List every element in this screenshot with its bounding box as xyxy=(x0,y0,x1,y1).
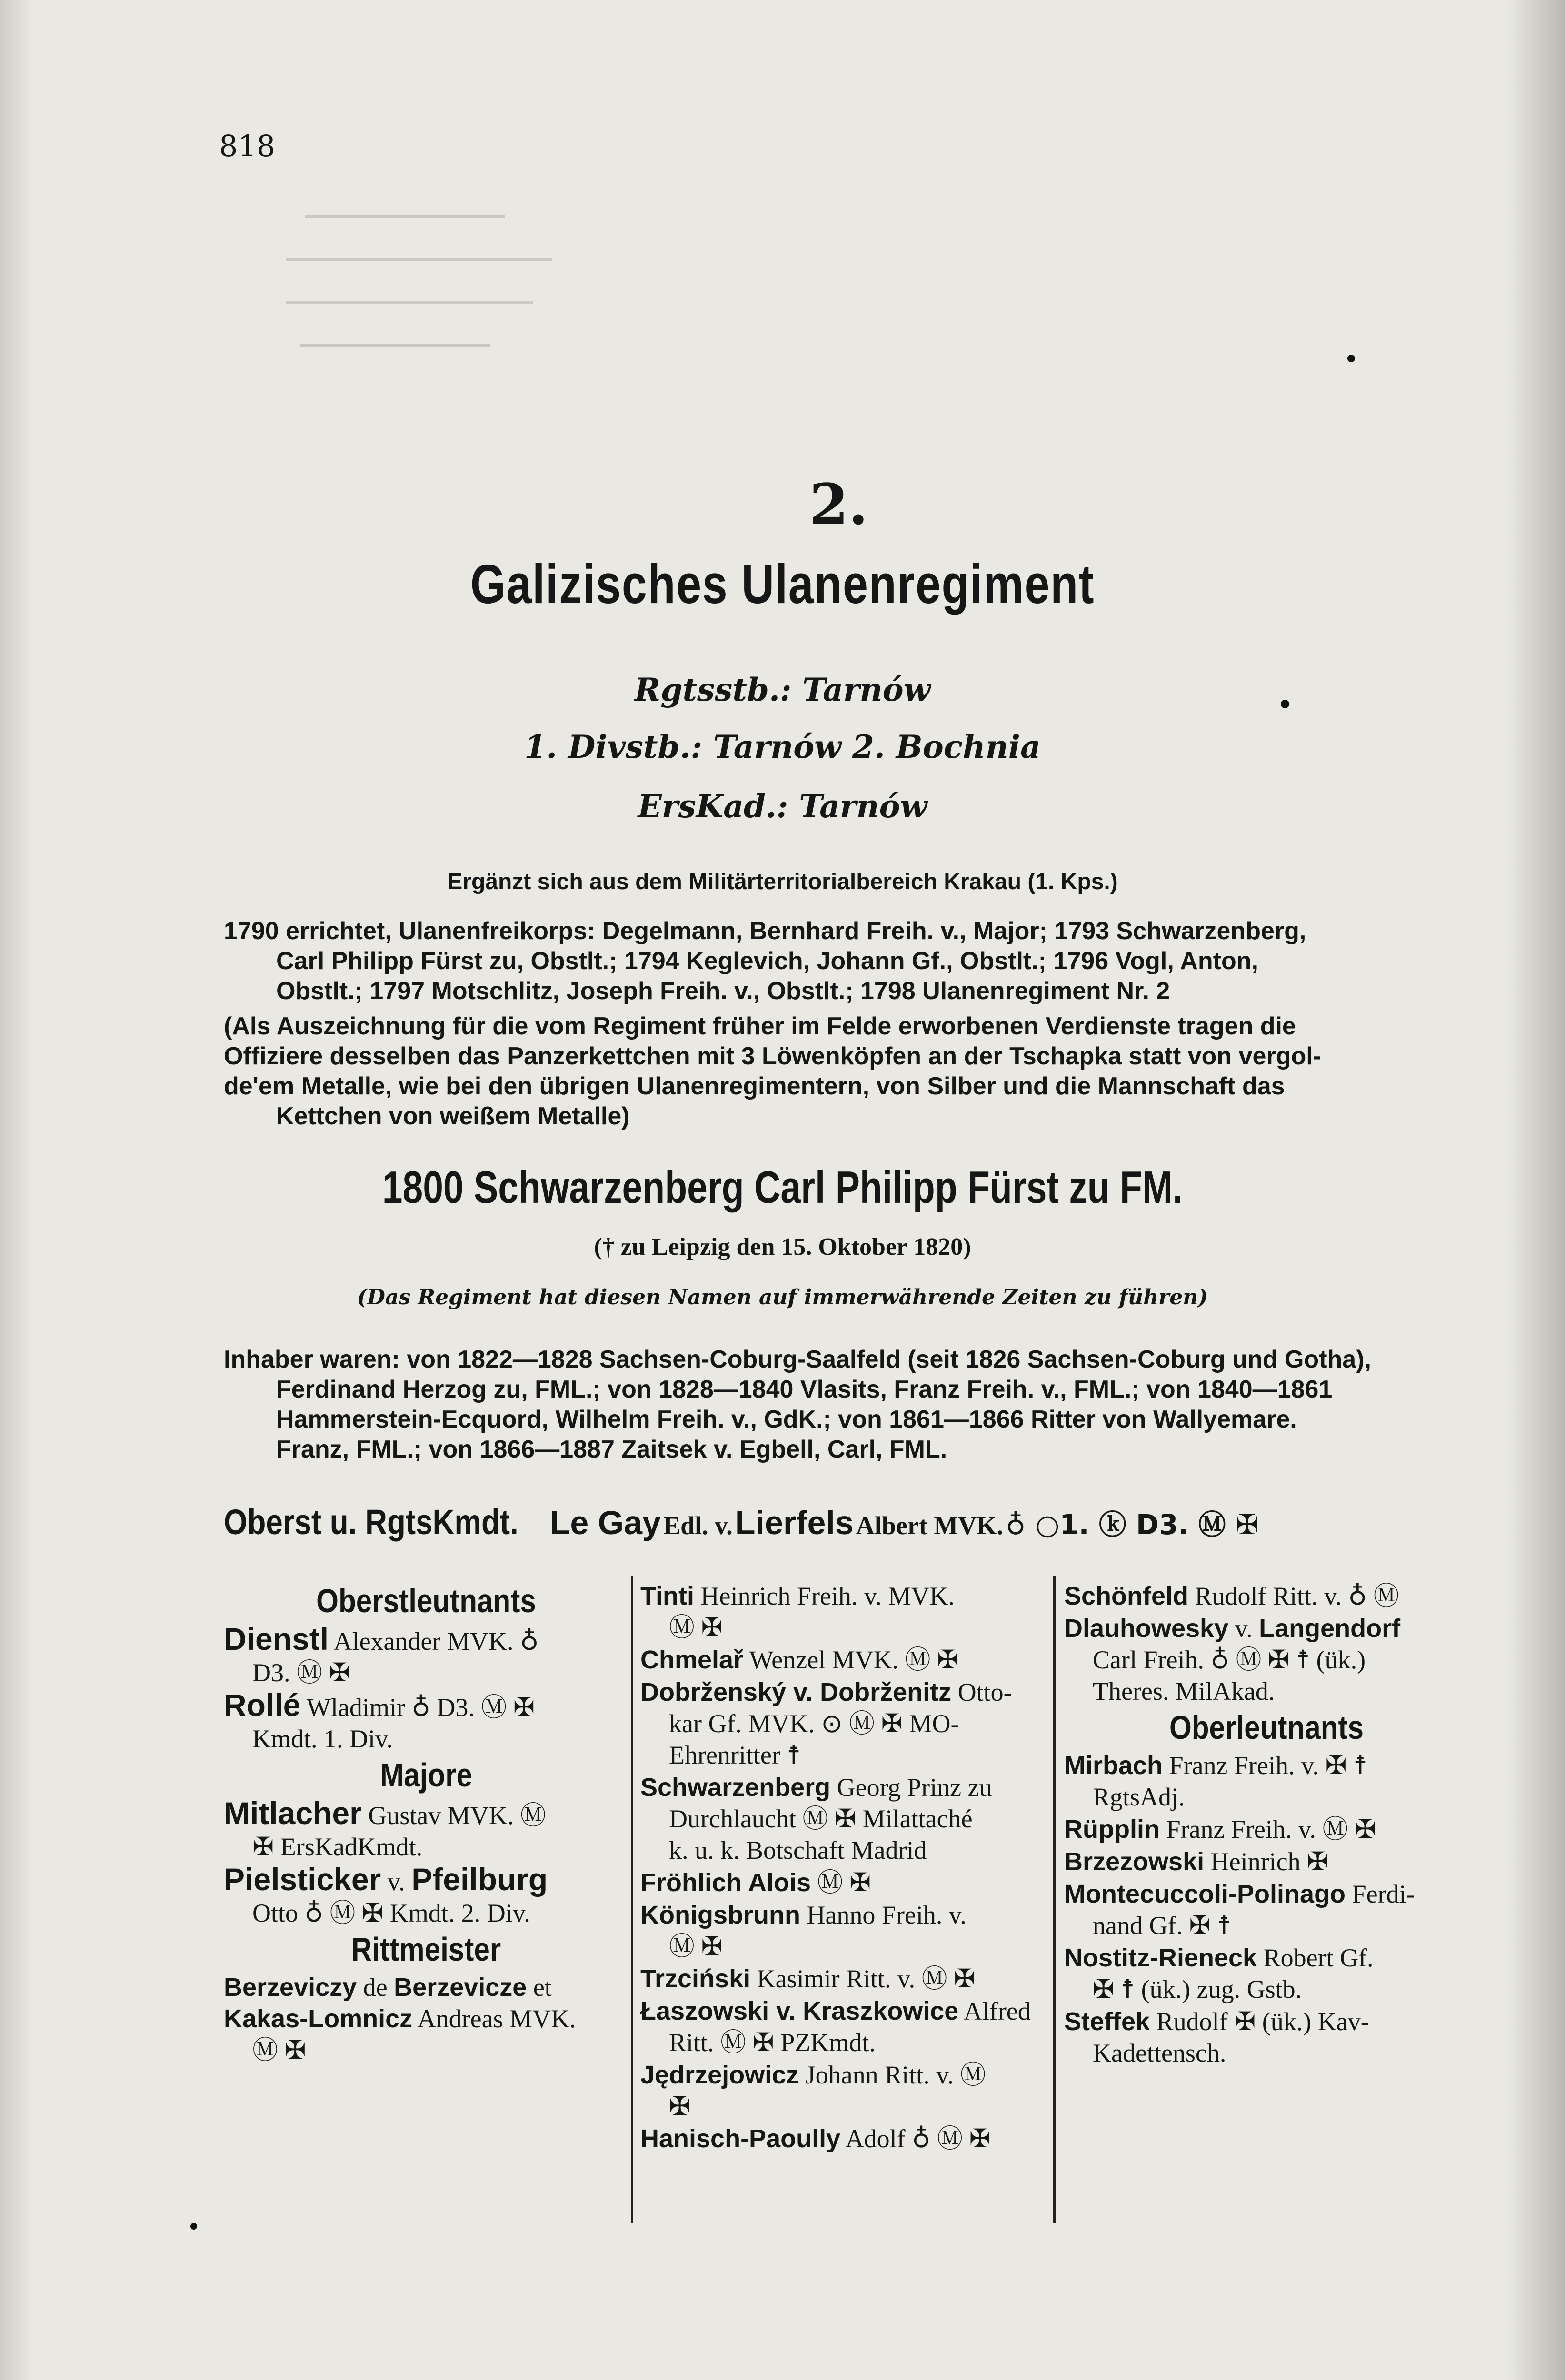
officer-entry xyxy=(640,2123,1050,2154)
rank-heading: Oberstleutnants xyxy=(316,1582,536,1619)
officer-name: Schönfeld xyxy=(1064,1582,1189,1610)
officer-name-2: Langendorf xyxy=(1259,1614,1401,1643)
commander-rest: Albert MVK. xyxy=(856,1511,1003,1540)
column-divider xyxy=(631,1576,633,2223)
regiment-title: Galizisches Ulanenregiment xyxy=(470,553,1095,615)
officer-predicate: v. xyxy=(387,1867,405,1896)
officer-details: Otto- xyxy=(957,1678,1012,1706)
officer-details: Heinrich Freih. v. MVK. xyxy=(700,1582,955,1610)
officer-name: Pielsticker xyxy=(224,1862,381,1897)
officer-entry xyxy=(640,1899,1050,1962)
officer-details: Franz Freih. v. Ⓜ ✠ xyxy=(1166,1815,1376,1844)
officer-entry xyxy=(224,1864,628,1929)
officer-name: Łaszowski v. Kraszkowice xyxy=(640,1997,959,2025)
officer-details: Heinrich ✠ xyxy=(1210,1847,1329,1876)
officer-details: Rudolf Ritt. v. ♁ Ⓜ xyxy=(1195,1582,1399,1610)
page-right-edge xyxy=(1508,0,1565,2380)
officer-details: ✠ ErsKadKmdt. xyxy=(252,1833,423,1861)
officer-name: Trzciński xyxy=(640,1964,751,1993)
column-divider xyxy=(1053,1576,1056,2223)
distinction-line: Offiziere desselben das Panzerkettchen mit 3 Löwenköpfen an der Tschapka statt von vergol- xyxy=(224,1042,1321,1070)
officer-details: Kadettensch. xyxy=(1093,2039,1226,2067)
officer-column-1 xyxy=(224,1580,628,2067)
officer-name: Montecuccoli-Polinago xyxy=(1064,1880,1346,1908)
officer-details: Georg Prinz zu xyxy=(837,1773,992,1802)
officer-name: Hanisch-Paoully xyxy=(640,2124,841,2153)
officer-name: Mitlacher xyxy=(224,1795,362,1831)
officer-entry xyxy=(640,1995,1050,2058)
officer-details: Rudolf ✠ (ük.) Kav- xyxy=(1156,2007,1369,2036)
commander-name-2: Lierfels xyxy=(735,1504,854,1541)
officer-entry xyxy=(1064,1846,1469,1877)
patron-name-note: (Das Regiment hat diesen Namen auf immerwährende Zeiten zu führen) xyxy=(357,1285,1208,1309)
officer-details: RgtsAdj. xyxy=(1093,1783,1185,1811)
owners-line: Franz, FML.; von 1866—1887 Zaitsek v. Egbell, Carl, FML. xyxy=(276,1436,947,1463)
officer-entry xyxy=(1064,1878,1469,1941)
officer-details: Ritt. Ⓜ ✠ PZKmdt. xyxy=(669,2028,876,2057)
officer-name-3: Kakas-Lomnicz xyxy=(224,2004,413,2033)
officer-entry xyxy=(224,1689,628,1755)
officer-details: Kmdt. 1. Div. xyxy=(252,1725,393,1753)
patron-death-note: († zu Leipzig den 15. Oktober 1820) xyxy=(594,1233,971,1260)
officer-name: Chmelař xyxy=(640,1646,744,1674)
officer-details: Carl Freih. ♁ Ⓜ ✠ ☨ (ük.) xyxy=(1093,1646,1366,1674)
officer-details: Alexander MVK. ♁ xyxy=(333,1627,539,1656)
officer-entry xyxy=(1064,1750,1469,1813)
officer-name: Königsbrunn xyxy=(640,1901,800,1929)
ink-speck xyxy=(1347,355,1355,362)
division-staff-stations: 1. Divstb.: Tarnów 2. Bochnia xyxy=(524,728,1041,765)
officer-name-2: Berzevicze xyxy=(394,1973,527,2002)
officer-name: Nostitz-Rieneck xyxy=(1064,1944,1257,1972)
officer-name: Tinti xyxy=(640,1582,694,1610)
commander-row xyxy=(224,1502,1462,1542)
replacement-cadre-station: ErsKad.: Tarnów xyxy=(638,788,927,825)
officer-column-3 xyxy=(1064,1580,1469,2070)
officer-entry xyxy=(1064,1814,1469,1845)
officer-predicate: de xyxy=(363,1973,388,2002)
officer-entry xyxy=(640,1580,1050,1643)
officer-details: kar Gf. MVK. ⊙ Ⓜ ✠ MO- xyxy=(669,1709,959,1738)
history-line: Carl Philipp Fürst zu, Obstlt.; 1794 Keglevich, Johann Gf., Obstlt.; 1796 Vogl, Anton, xyxy=(276,947,1258,975)
officer-predicate: v. xyxy=(1235,1614,1253,1643)
officer-details: Wenzel MVK. Ⓜ ✠ xyxy=(749,1646,959,1674)
officer-column-2 xyxy=(640,1580,1050,2155)
officer-details: Ⓜ ✠ xyxy=(817,1868,871,1897)
officer-name: Mirbach xyxy=(1064,1751,1163,1780)
officer-entry xyxy=(640,1867,1050,1898)
supplement-area: Ergänzt sich aus dem Militärterritorialbereich Krakau (1. Kps.) xyxy=(447,869,1118,894)
officer-entry xyxy=(640,1772,1050,1866)
officer-details: Kasimir Ritt. v. Ⓜ ✠ xyxy=(757,1964,976,1993)
distinction-line: (Als Auszeichnung für die vom Regiment früher im Felde erworbenen Verdienste tragen die xyxy=(224,1012,1296,1040)
commander-predicate: Edl. v. xyxy=(663,1511,733,1540)
officer-details: k. u. k. Botschaft Madrid xyxy=(669,1836,927,1864)
regiment-staff-station: Rgtsstb.: Tarnów xyxy=(634,671,931,708)
officer-details: Alfred xyxy=(963,1997,1031,2025)
officer-details: Otto ♁ Ⓜ ✠ Kmdt. 2. Div. xyxy=(252,1899,530,1927)
officer-entry xyxy=(224,1623,628,1688)
regiment-history xyxy=(224,916,1457,1006)
officer-details: Ⓜ ✠ xyxy=(669,1932,723,1961)
officer-entry xyxy=(640,1676,1050,1771)
history-line: Obstlt.; 1797 Motschlitz, Joseph Freih. v., Obstlt.; 1798 Ulanenregiment Nr. 2 xyxy=(276,977,1170,1005)
patron-heading: 1800 Schwarzenberg Carl Philipp Fürst zu FM. xyxy=(382,1162,1183,1213)
rank-heading: Oberleutnants xyxy=(1169,1709,1364,1746)
officer-details: Theres. MilAkad. xyxy=(1093,1677,1275,1706)
officer-entry xyxy=(1064,2006,1469,2069)
officer-entry xyxy=(224,1797,628,1863)
owners-line: Inhaber waren: von 1822—1828 Sachsen-Coburg-Saalfeld (seit 1826 Sachsen-Coburg und Gotha), xyxy=(224,1346,1371,1373)
officer-details: Robert Gf. xyxy=(1263,1944,1374,1972)
officer-details: Gustav MVK. Ⓜ xyxy=(368,1801,546,1830)
distinction-note xyxy=(224,1012,1457,1131)
section-number: 2. xyxy=(809,471,868,537)
owners-line: Ferdinand Herzog zu, FML.; von 1828—1840 Vlasits, Franz Freih. v., FML.; von 1840—1861 xyxy=(276,1376,1333,1403)
distinction-line: Kettchen von weißem Metalle) xyxy=(276,1102,630,1130)
officer-details: Ehrenritter ☨ xyxy=(669,1741,801,1769)
officer-details: Andreas MVK. xyxy=(417,2004,576,2033)
officer-entry xyxy=(640,1963,1050,1994)
officer-name: Berzeviczy xyxy=(224,1973,357,2002)
rank-heading: Majore xyxy=(379,1756,473,1794)
officer-entry xyxy=(224,1972,628,2066)
officer-entry xyxy=(1064,1942,1469,2005)
commander-decorations: ♁ ○1. ⓚ D3. Ⓜ ✠ xyxy=(1005,1508,1259,1541)
officer-entry xyxy=(640,2059,1050,2122)
owners-line: Hammerstein-Ecquord, Wilhelm Freih. v., GdK.; von 1861—1866 Ritter von Wallyemare. xyxy=(276,1406,1297,1433)
officer-details: Wladimir ♁ D3. Ⓜ ✠ xyxy=(306,1693,535,1722)
officer-name: Jędrzejowicz xyxy=(640,2061,799,2089)
officer-details: et xyxy=(533,1973,552,2002)
officer-name: Brzezowski xyxy=(1064,1847,1205,1876)
officer-entry xyxy=(640,1644,1050,1676)
distinction-line: de'em Metalle, wie bei den übrigen Ulanenregimentern, von Silber und die Mannschaft das xyxy=(224,1072,1285,1100)
officer-name-2: Pfeilburg xyxy=(411,1862,548,1897)
ink-speck xyxy=(190,2223,197,2230)
officer-details: Hanno Freih. v. xyxy=(807,1901,967,1929)
page-number: 818 xyxy=(219,129,276,163)
officer-details: ✠ xyxy=(669,2092,691,2121)
officer-name: Schwarzenberg xyxy=(640,1773,831,1802)
officer-details: Ⓜ ✠ xyxy=(252,2036,306,2064)
officer-name: Steffek xyxy=(1064,2007,1150,2036)
officer-details: nand Gf. ✠ ☨ xyxy=(1093,1911,1231,1940)
officer-details: Franz Freih. v. ✠ ☨ xyxy=(1169,1751,1367,1780)
officer-entry xyxy=(1064,1580,1469,1612)
officer-details: ✠ ☨ (ük.) zug. Gstb. xyxy=(1093,1975,1302,2003)
commander-name: Le Gay xyxy=(549,1504,661,1541)
officer-entry xyxy=(1064,1613,1469,1707)
officer-details: Ferdi- xyxy=(1352,1880,1415,1908)
page-left-edge xyxy=(0,0,33,2380)
officer-name: Dienstl xyxy=(224,1621,329,1656)
officer-name: Rollé xyxy=(224,1687,301,1723)
officer-details: Johann Ritt. v. Ⓜ xyxy=(805,2061,986,2089)
ink-speck xyxy=(1281,700,1289,708)
rank-heading: Rittmeister xyxy=(351,1931,501,1968)
officer-name: Dlauhowesky xyxy=(1064,1614,1229,1643)
commander-label: Oberst u. RgtsKmdt. xyxy=(224,1502,518,1542)
history-line: 1790 errichtet, Ulanenfreikorps: Degelmann, Bernhard Freih. v., Major; 1793 Schwarzenberg, xyxy=(224,917,1306,945)
officer-details: Ⓜ ✠ xyxy=(669,1613,723,1642)
officer-details: Durchlaucht Ⓜ ✠ Milattaché xyxy=(669,1805,973,1833)
former-owners xyxy=(224,1345,1457,1465)
officer-details: D3. Ⓜ ✠ xyxy=(252,1658,350,1687)
officer-name: Rüpplin xyxy=(1064,1815,1160,1844)
officer-name: Dobrženský v. Dobrženitz xyxy=(640,1678,952,1706)
officer-details: Adolf ♁ Ⓜ ✠ xyxy=(845,2124,991,2153)
officer-name: Fröhlich Alois xyxy=(640,1868,811,1897)
